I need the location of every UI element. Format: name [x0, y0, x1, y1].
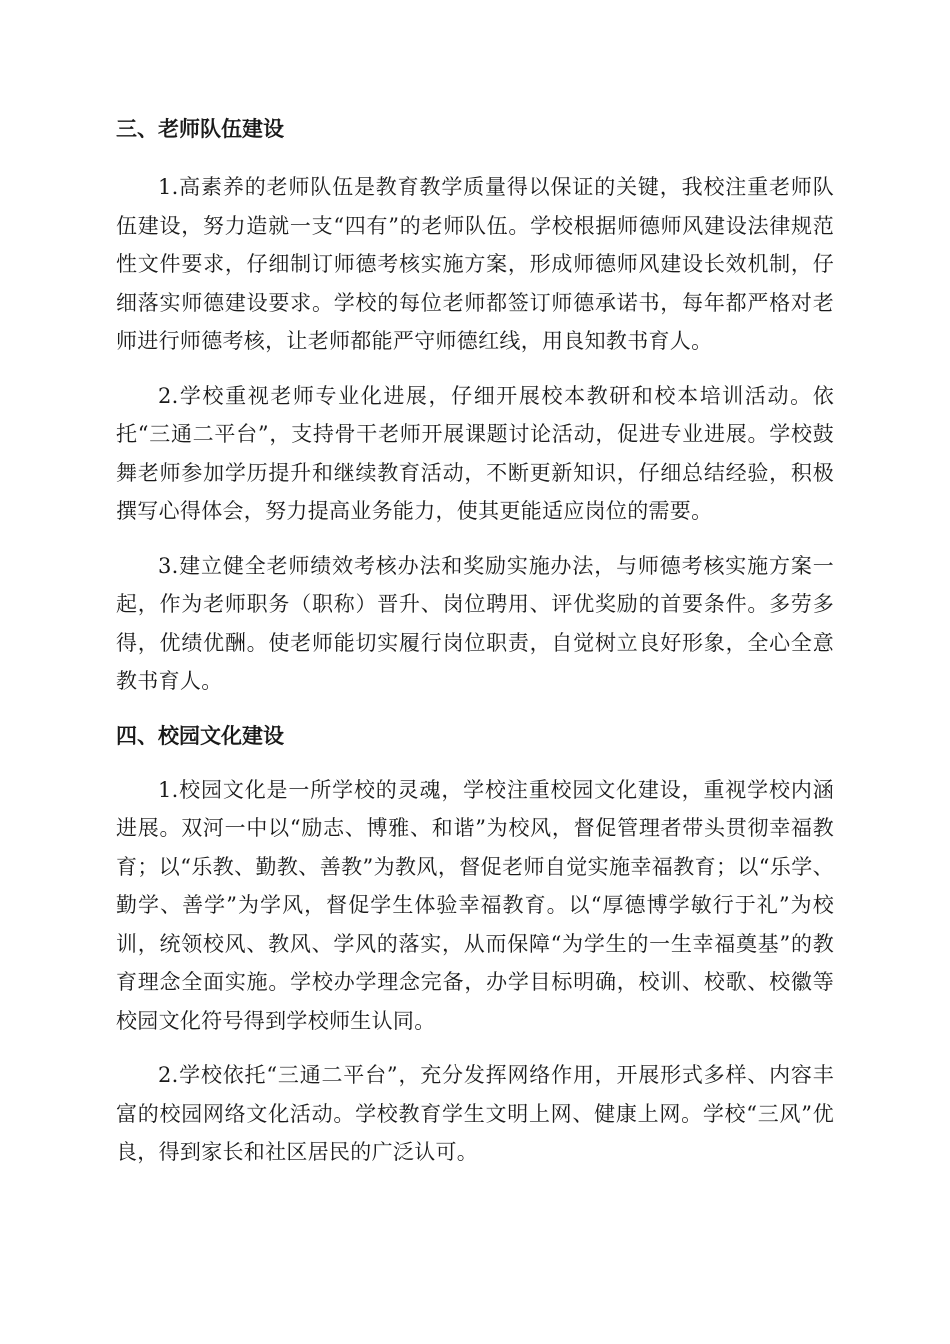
document-page: [116, 110, 834, 1172]
paragraph: 2.学校重视老师专业化进展，仔细开展校本教研和校本培训活动。依托“三通二平台”，支持骨干老师开展课题讨论活动，促进专业进展。学校鼓舞老师参加学历提升和继续教育活动，不断更新知识，仔细总结经验，积极撰写心得体会，努力提高业务能力，使其更能适应岗位的需要。: [116, 383, 834, 523]
paragraph: 1.高素养的老师队伍是教育教学质量得以保证的关键，我校注重老师队伍建设，努力造就一支“四有”的老师队伍。学校根据师德师风建设法律规范性文件要求，仔细制订师德考核实施方案，形成师德师风建设长效机制，仔细落实师德建设要求。学校的每位老师都签订师德承诺书，每年都严格对老师进行师德考核，让老师都能严守师德红线，用良知教书育人。: [116, 175, 834, 353]
section-heading-campus-culture: 四、校园文化建设: [116, 723, 284, 748]
paragraph: 3.建立健全老师绩效考核办法和奖励实施办法，与师德考核实施方案一起，作为老师职务（职称）晋升、岗位聘用、评优奖励的首要条件。多劳多得，优绩优酬。使老师能切实履行岗位职责，自觉树立良好形象，全心全意教书育人。: [116, 553, 834, 693]
paragraph: 2.学校依托“三通二平台”，充分发挥网络作用，开展形式多样、内容丰富的校园网络文化活动。学校教育学生文明上网、健康上网。学校“三风”优良，得到家长和社区居民的广泛认可。: [116, 1063, 834, 1164]
section-heading-teacher-team: 三、老师队伍建设: [116, 117, 284, 141]
paragraph: 1.校园文化是一所学校的灵魂，学校注重校园文化建设，重视学校内涵进展。双河一中以“励志、博雅、和谐”为校风，督促管理者带头贯彻幸福教育；以“乐教、勤教、善教”为教风，督促老师自觉实施幸福教育；以“乐学、勤学、善学”为学风，督促学生体验幸福教育。以“厚德博学敏行于礼”为校训，统领校风、教风、学风的落实，从而保障“为学生的一生幸福奠基”的教育理念全面实施。学校办学理念完备，办学目标明确，校训、校歌、校徽等校园文化符号得到学校师生认同。: [116, 777, 834, 1033]
